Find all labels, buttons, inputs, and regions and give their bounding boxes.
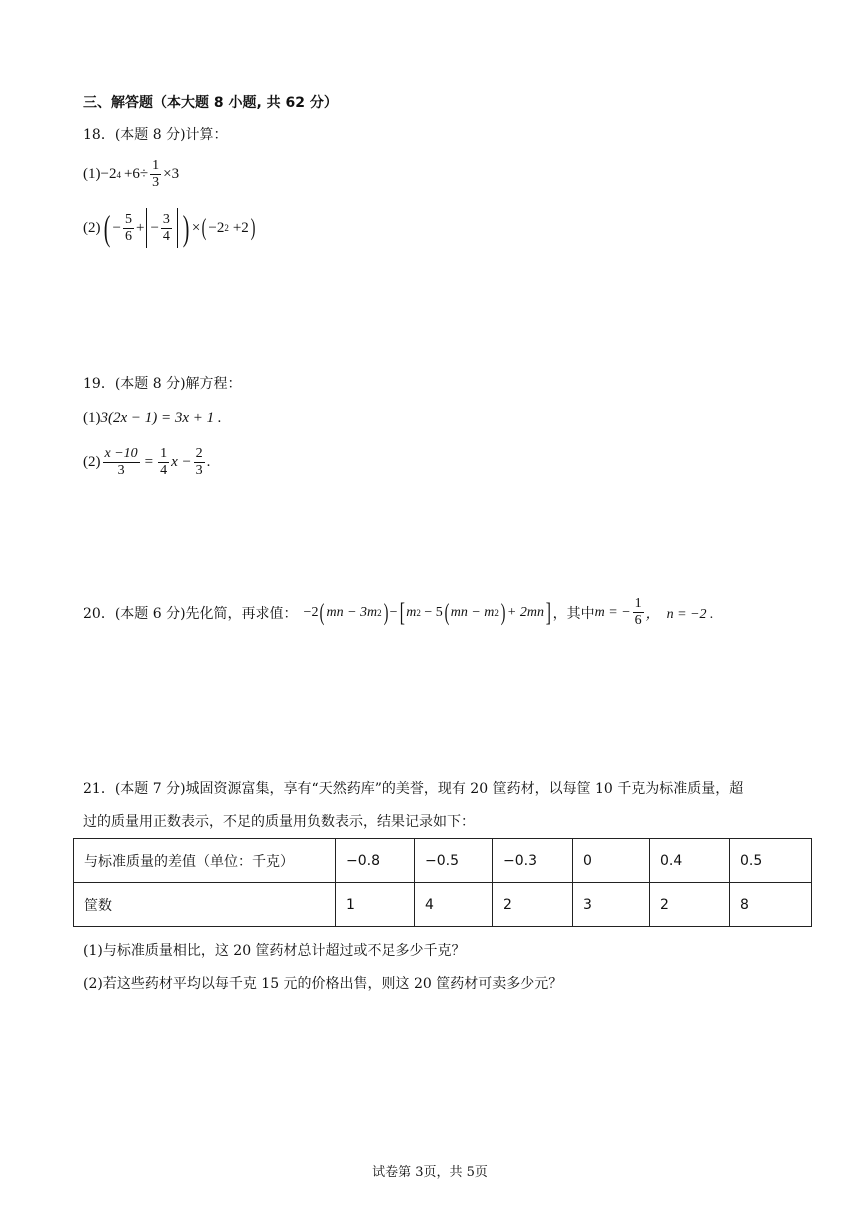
right-bracket: ] xyxy=(545,597,551,627)
q19-part2-fraction1 xyxy=(103,446,140,479)
q18-part1-b: +6÷ xyxy=(123,166,149,182)
q20-expr-a: −2 xyxy=(303,604,319,620)
table-cell: −0.3 xyxy=(493,839,573,883)
fraction-numerator: 2 xyxy=(195,446,203,461)
q20-n-part: ， n = −2 . xyxy=(645,606,714,622)
q18-part2-times: × xyxy=(191,219,201,236)
table-cell: 4 xyxy=(415,883,493,927)
q20-m-lhs: m = − xyxy=(594,604,631,620)
q18-part2-fraction2 xyxy=(161,212,172,245)
q18-part1-c: ×3 xyxy=(163,166,180,182)
table-cell: 2 xyxy=(493,883,573,927)
q20-expr-d: m xyxy=(406,604,417,620)
q18-part2-neg: − xyxy=(112,219,121,236)
q20-expr-b: mn − 3m xyxy=(326,604,378,620)
table-cell: 0 xyxy=(573,839,650,883)
q21-line2: 过的质量用正数表示，不足的质量用负数表示，结果记录如下： xyxy=(83,814,475,830)
q19-part2 xyxy=(83,446,210,479)
q19-part2-fraction3 xyxy=(194,446,205,479)
page-footer: 试卷第 3页，共 5页 xyxy=(372,1165,488,1180)
fraction-denominator: 3 xyxy=(152,175,160,190)
q18-part2-label: (2) xyxy=(83,219,101,236)
data-table xyxy=(73,838,812,927)
q19-part1-expr: 3(2x − 1) = 3x + 1 . xyxy=(100,410,222,426)
q19-part1-label: (1) xyxy=(83,410,101,426)
fraction-numerator: 1 xyxy=(160,446,168,461)
table-cell: −0.8 xyxy=(336,839,415,883)
table-cell: 1 xyxy=(336,883,415,927)
absolute-value xyxy=(146,208,177,248)
fraction-denominator: 6 xyxy=(124,228,132,244)
table-cell: 3 xyxy=(573,883,650,927)
table-cell: −0.5 xyxy=(415,839,493,883)
right-paren: ) xyxy=(500,599,506,626)
right-paren: ) xyxy=(182,208,190,248)
fraction-denominator: 3 xyxy=(195,463,203,478)
q19-part1 xyxy=(83,410,222,427)
table-row xyxy=(74,839,812,883)
q18-part2-inner: −2 xyxy=(208,219,225,236)
fraction-numerator: x −10 xyxy=(104,446,138,461)
q20-title: 20．(本题 6 分)先化简，再求值： xyxy=(83,605,298,622)
q21-sub1: (1)与标准质量相比，这 20 筐药材总计超过或不足多少千克？ xyxy=(83,943,466,959)
q18-part2-tail: +2 xyxy=(232,219,249,236)
fraction-denominator: 6 xyxy=(634,613,642,628)
table-cell: 筐数 xyxy=(74,883,336,927)
q20-expr-f: mn − m xyxy=(450,604,495,620)
q18-title: 18．(本题 8 分)计算： xyxy=(83,127,228,143)
left-bracket: [ xyxy=(399,597,405,627)
table-cell: 2 xyxy=(650,883,730,927)
q20-m-fraction xyxy=(633,596,644,629)
right-paren: ) xyxy=(383,599,389,626)
fraction-numerator: 3 xyxy=(162,211,170,227)
q20-expr-g: + 2mn xyxy=(506,604,544,620)
q19-part2-label: (2) xyxy=(83,454,101,470)
table-cell: 0.5 xyxy=(730,839,812,883)
fraction-denominator: 3 xyxy=(117,463,125,478)
table-cell: 与标准质量的差值（单位：千克） xyxy=(74,839,336,883)
q19-part2-mid: x − xyxy=(171,454,192,470)
fraction-numerator: 1 xyxy=(152,158,160,173)
q20-expr-c: − xyxy=(389,604,398,620)
fraction-numerator: 1 xyxy=(634,596,642,611)
left-paren: ( xyxy=(320,599,325,626)
q19-part2-fraction2 xyxy=(158,446,169,479)
q20-expr-e: − 5 xyxy=(420,604,443,620)
fraction-numerator: 5 xyxy=(124,211,132,227)
section-title: 三、解答题（本大题 8 小题, 共 62 分） xyxy=(83,95,338,111)
q18-part2-neg2: − xyxy=(150,219,159,236)
fraction-denominator: 4 xyxy=(162,228,170,244)
q18-part2-plus: + xyxy=(135,219,145,236)
q18-part2: (2) ( − $\frac{5}{6}$ + − $\frac{3}{4}$ ) × ( −2 2 +2 ) xyxy=(83,208,256,248)
table-cell: 0.4 xyxy=(650,839,730,883)
q19-title: 19．(本题 8 分)解方程： xyxy=(83,376,242,392)
right-paren: ) xyxy=(250,215,256,241)
q19-part2-eq: = xyxy=(144,454,154,470)
left-paren: ( xyxy=(201,215,207,241)
q21-line1: 21．(本题 7 分)城固资源富集，享有“天然药库”的美誉，现有 20 筐药材，以每筐 10 千克为标准质量，超 xyxy=(83,781,744,797)
q18-part1-a: −2 xyxy=(100,166,117,182)
q21-sub2: (2)若这些药材平均以每千克 15 元的价格出售，则这 20 筐药材可卖多少元？ xyxy=(83,976,563,992)
fraction-denominator: 4 xyxy=(160,463,168,478)
table-row xyxy=(74,883,812,927)
q18-part1-fraction xyxy=(150,158,161,191)
q18-part1: (1) −2 4 +6÷ $\frac{1}{3}$ ×3 xyxy=(83,158,180,190)
q20-cond: ，其中 xyxy=(552,605,595,622)
q20: 20．(本题 6 分)先化简，再求值： −2 ( mn − 3m 2 ) − [ m 2 − 5 ( mn − m 2 ) + 2mn ] ，其中 m = − $\frac{1}{6}$ ， n = −2 . xyxy=(83,596,714,628)
table-cell: 8 xyxy=(730,883,812,927)
q19-part2-end: . xyxy=(206,454,211,470)
left-paren: ( xyxy=(444,599,450,626)
q18-part2-fraction1 xyxy=(123,212,134,245)
left-paren: ( xyxy=(103,208,110,248)
q18-part1-label: (1) xyxy=(83,166,101,182)
